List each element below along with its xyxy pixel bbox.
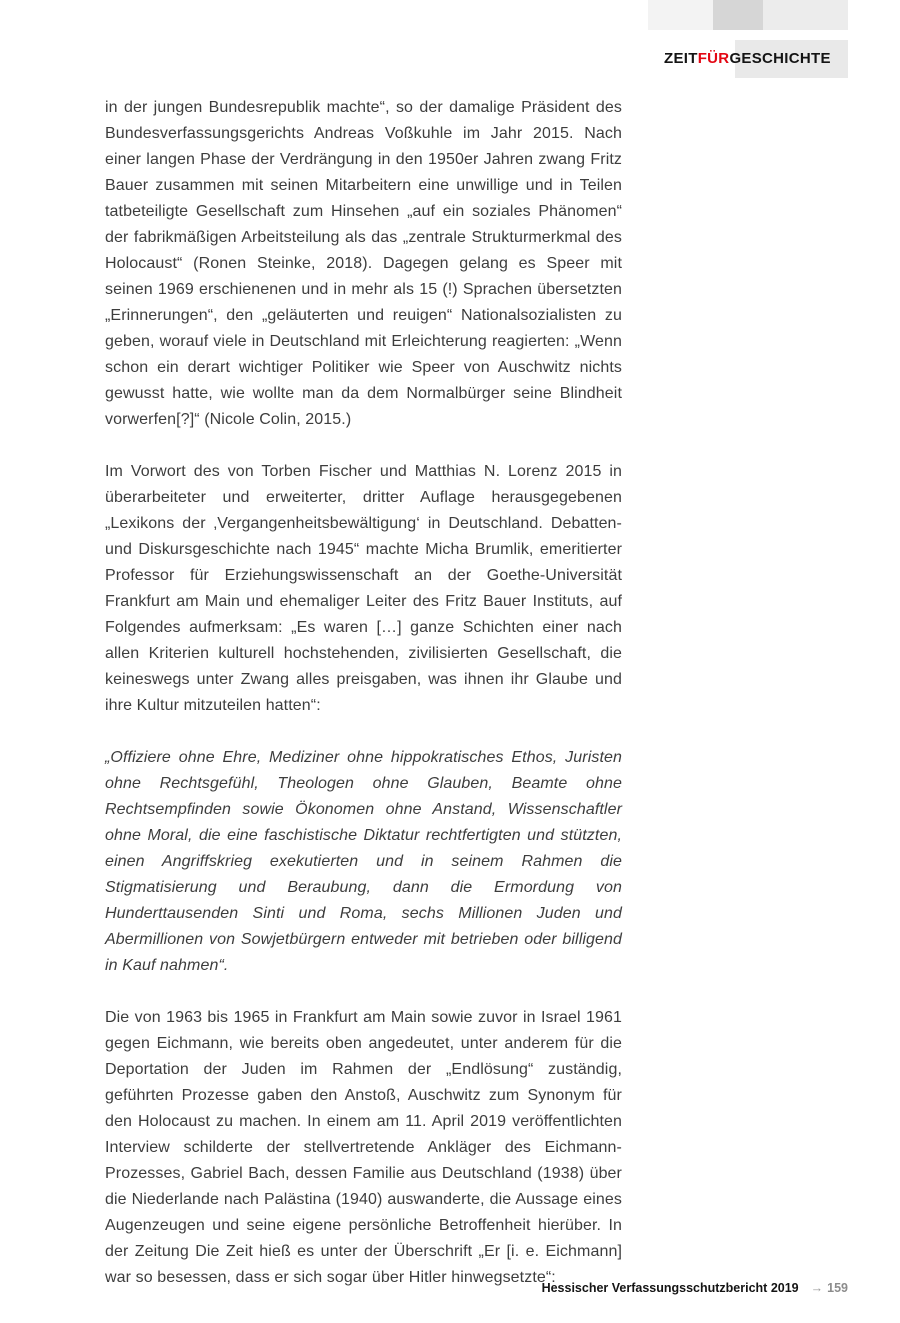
logo-geschichte: GESCHICHTE [729, 50, 831, 67]
logo-mosaic-block [763, 0, 848, 30]
page-indicator [811, 1281, 848, 1295]
paragraph: Die von 1963 bis 1965 in Frankfurt am Main sowie zuvor in Israel 1961 gegen Eichmann, wie bereits oben angedeutet, unter anderem für die Deportation der Juden im Rahmen der „Endlösung“ zuständig, geführten Prozesse gaben den Anstoß, Auschwitz zum Synonym für den Holocaust zu machen. In einem am 11. April 2019 veröffentlichten Interview schilderte der stellvertretende Ankläger des Eichmann-Prozesses, Gabriel Bach, dessen Familie aus Deutschland (1938) über die Niederlande nach Palästina (1940) auswanderte, die Aussage eines Augenzeugen und seine eigene persönliche Betroffenheit hierüber. In der Zeitung Die Zeit hieß es unter der Überschrift „Er [i. e. Eichmann] war so besessen, dass er sich sogar über Hitler hinwegsetzte“: [105, 1009, 622, 1286]
logo-mosaic [648, 0, 848, 30]
paragraph: Im Vorwort des von Torben Fischer und Matthias N. Lorenz 2015 in überarbeiteter und erweiterter, dritter Auflage herausgegebenen „Lexikons der ‚Vergangenheitsbewältigung‘ in Deutschland. Debatten- und Diskursgeschichte nach 1945“ machte Micha Brumlik, emeritierter Professor für Erziehungswissenschaft an der Goethe-Universität Frankfurt am Main und ehemaliger Leiter des Fritz Bauer Instituts, auf Folgendes aufmerksam: „Es waren […] ganze Schichten einer nach allen Kriterien kulturell hochstehenden, zivilisierten Gesellschaft, die keineswegs unter Zwang alles preisgaben, was ihnen ihr Glaube und ihre Kultur mitzuteilen hatten“: [105, 463, 622, 714]
logo-fuer: FÜR [697, 50, 730, 67]
paragraph: in der jungen Bundesrepublik machte“, so der damalige Präsident des Bundesverfassungsgerichts Andreas Voßkuhle im Jahr 2015. Nach einer langen Phase der Verdrängung in den 1950er Jahren zwang Fritz Bauer zusammen mit seinen Mitarbeitern eine unwillige und in Teilen tatbeteiligte Gesellschaft zum Hinsehen „auf ein soziales Phänomen“ der fabrikmäßigen Arbeitsteilung als das „zentrale Strukturmerkmal des Holocaust“ (Ronen Steinke, 2018). Dagegen gelang es Speer mit seinen 1969 erschienenen und in mehr als 15 (!) Sprachen übersetzten „Erinnerungen“, den „geläuterten und reuigen“ Nationalsozialisten zu geben, worauf viele in Deutschland mit Erleichterung reagierten: „Wenn schon ein derart wichtiger Politiker wie Speer von Auschwitz nichts gewusst hatte, wie wollte man da dem Normalbürger seine Blindheit vorwerfen[?]“ (Nicole Colin, 2015.) [105, 99, 622, 428]
page-footer [542, 1281, 848, 1295]
article-body [105, 95, 622, 1317]
logo-mosaic-block [713, 0, 763, 30]
block-quote: „Offiziere ohne Ehre, Mediziner ohne hippokratisches Ethos, Juristen ohne Rechtsgefühl, Theologen ohne Glauben, Beamte ohne Rechtsempfinden sowie Ökonomen ohne Anstand, Wissenschaftler ohne Moral, die eine faschistische Diktatur rechtfertigten und stützten, einen Angriffskrieg exekutierten und in seinem Rahmen die Stigmatisierung und Beraubung, dann die Ermordung von Hunderttausenden Sinti und Roma, sechs Millionen Juden und Abermillionen von Sowjetbürgern entweder mit betrieben oder billigend in Kauf nahmen“. [105, 749, 622, 974]
report-title: Hessischer Verfassungsschutzbericht 2019 [541, 1281, 799, 1295]
magazine-logo [664, 50, 831, 67]
arrow-icon: → [810, 1281, 824, 1295]
page-number: 159 [827, 1281, 848, 1295]
logo-zeit: ZEIT [664, 50, 698, 67]
